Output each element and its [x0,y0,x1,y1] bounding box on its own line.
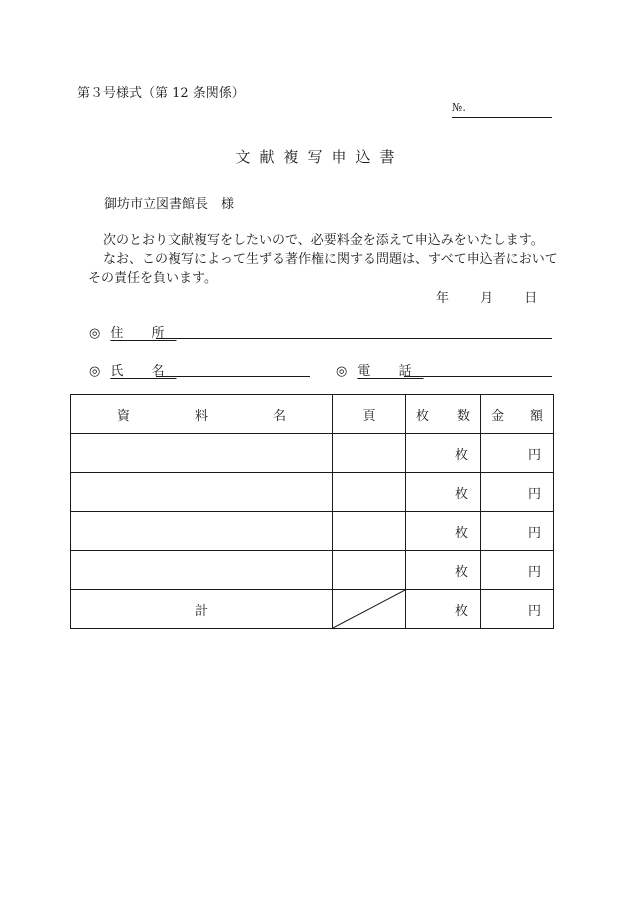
date-month-label: 月 [480,291,494,306]
page-cell[interactable] [333,473,406,512]
phone-label: 電 話 [357,364,424,379]
amount-cell[interactable]: 円 [481,473,554,512]
page-cell-disabled [333,590,406,629]
request-statement [88,231,563,288]
addressee: 御坊市立図書館長 様 [104,197,235,212]
header-char: 枚 [416,408,430,424]
date-field[interactable] [436,287,537,306]
total-label: 計 [71,590,333,629]
address-label: 住 所 [110,326,177,341]
date-year-label: 年 [436,291,450,306]
statement-line-3: その責任を負います。 [88,271,217,286]
document-number-label: №. [452,101,466,114]
form-number: 第３号様式（第 12 条関係） [77,86,245,101]
statement-line-2: なお、この複写によって生ずる著作権に関する問題は、すべて申込者において [103,252,558,267]
header-amount [481,395,554,434]
count-cell[interactable]: 枚 [406,473,481,512]
count-cell[interactable]: 枚 [406,512,481,551]
material-name-cell[interactable] [71,473,333,512]
header-char: 金 [491,408,505,424]
total-row [71,590,554,629]
header-count [406,395,481,434]
page-cell[interactable] [333,551,406,590]
amount-cell[interactable]: 円 [481,551,554,590]
page-cell[interactable] [333,434,406,473]
name-input[interactable] [156,358,310,377]
double-circle-icon: ◎ [89,326,101,341]
header-page: 頁 [333,395,406,434]
header-char: 数 [456,408,470,424]
total-amount-cell[interactable]: 円 [481,590,554,629]
page-title: 文献複写申込書 [235,148,404,166]
date-day-label: 日 [524,291,538,306]
count-cell[interactable]: 枚 [406,434,481,473]
double-circle-icon: ◎ [336,364,348,379]
table-row [71,434,554,473]
materials-table [70,394,554,629]
address-input[interactable] [156,320,552,339]
material-name-cell[interactable] [71,434,333,473]
header-char: 料 [194,408,208,424]
total-count-cell[interactable]: 枚 [406,590,481,629]
header-material-name [71,395,333,434]
material-name-cell[interactable] [71,551,333,590]
table-row [71,512,554,551]
statement-line-1: 次のとおり文献複写をしたいので、必要料金を添えて申込みをいたします。 [103,233,544,248]
table-row [71,473,554,512]
amount-cell[interactable]: 円 [481,512,554,551]
header-char: 資 [117,408,131,424]
page-cell[interactable] [333,512,406,551]
name-label: 氏 名 [110,364,177,379]
table-header-row [71,395,554,434]
table-row [71,551,554,590]
count-cell[interactable]: 枚 [406,551,481,590]
header-char: 額 [529,408,543,424]
amount-cell[interactable]: 円 [481,434,554,473]
material-name-cell[interactable] [71,512,333,551]
header-char: 名 [272,408,286,424]
document-number-field[interactable] [452,101,552,118]
diagonal-strike [333,590,405,628]
double-circle-icon: ◎ [89,364,101,379]
phone-input[interactable] [404,358,552,377]
